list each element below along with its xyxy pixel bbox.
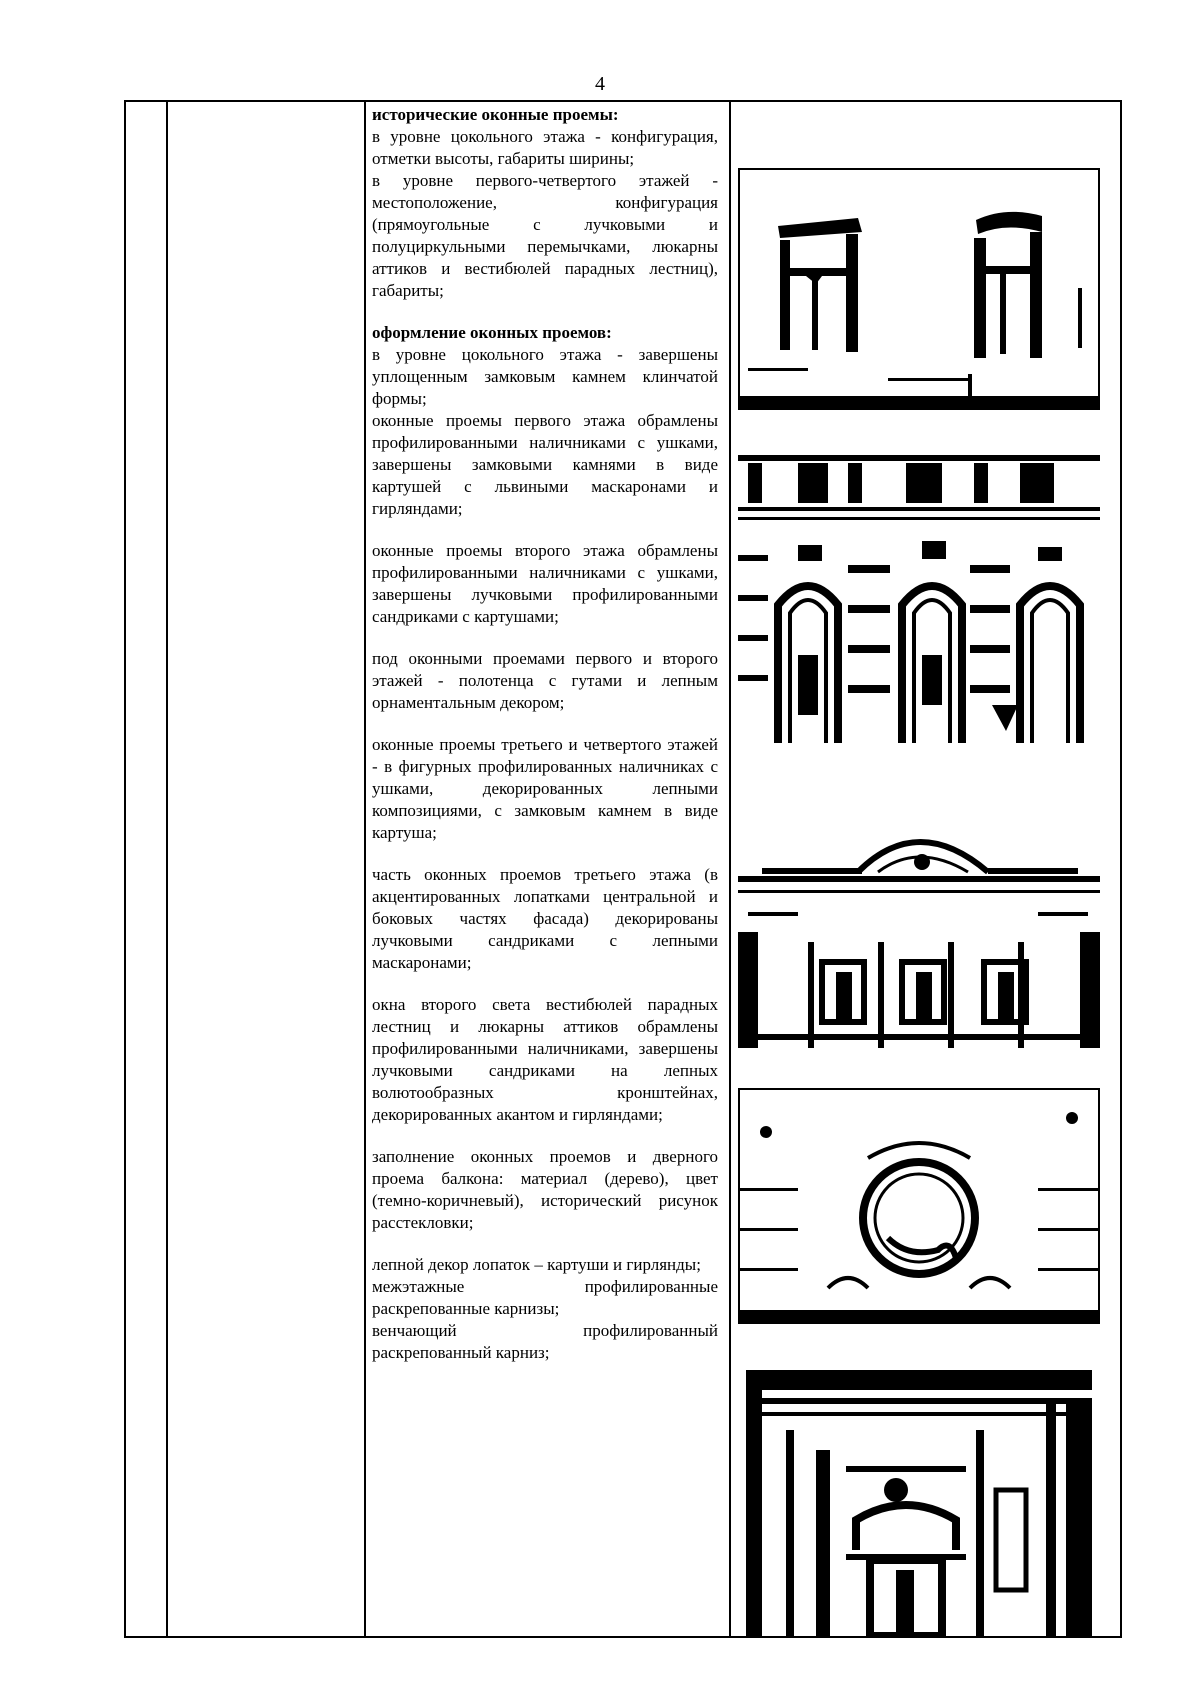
col-border-3 (364, 100, 366, 1638)
description-column (372, 104, 718, 1364)
photo-basement-windows (738, 168, 1100, 410)
col-border-4 (729, 100, 731, 1638)
photo-basement-windows-svg (738, 168, 1100, 410)
para-second-light-windows: окна второго света вестибюлей парадных лестниц и люкарны аттиков обрамлены профилированными наличниками, завершены лучковыми сандриками на лепных волютообразных кронштейнах, декорированных акантом и гирляндами; (372, 995, 718, 1124)
photo-first-floor-arched-windows-svg (738, 455, 1100, 743)
para-third-floor-sandriks: часть оконных проемов третьего этажа (в акцентированных лопатками центральной и боковых частях фасада) декорированы лучковыми сандриками с лепными маскаронами; (372, 865, 718, 972)
table-top-border (124, 100, 1122, 102)
photo-first-floor-arched-windows (738, 455, 1100, 743)
para-pilaster-decor: лепной декор лопаток – картуши и гирлянды; (372, 1255, 701, 1274)
photo-upper-floor-windows-attic (738, 812, 1100, 1048)
para-upper-openings: в уровне первого-четвертого этажей - местоположение, конфигурация (прямоугольные с лучковыми и полуциркульными перемычками, люкарны аттиков и вестибюлей парадных лестниц), габариты; (372, 171, 718, 300)
photo-cornice-and-balcony (746, 1370, 1092, 1636)
photo-round-dormer-window (738, 1088, 1100, 1324)
page-number: 4 (595, 73, 605, 95)
para-under-window-towels: под оконными проемами первого и второго этажей - полотенца с гутами и лепным орнаментальным декором; (372, 649, 718, 712)
photo-upper-floor-windows-attic-svg (738, 812, 1100, 1048)
photo-round-dormer-window-svg (738, 1088, 1100, 1324)
photo-cornice-and-balcony-svg (746, 1370, 1092, 1636)
para-second-floor-windows: оконные проемы второго этажа обрамлены профилированными наличниками с ушками, завершены лучковыми профилированными сандриками с картушами; (372, 541, 718, 626)
heading-historic-openings: исторические оконные проемы: (372, 105, 619, 124)
para-basement-keystone: в уровне цокольного этажа - завершены уплощенным замковым камнем клинчатой формы; (372, 345, 718, 408)
para-crowning-cornice: венчающий профилированный раскрепованный карниз; (372, 1321, 718, 1362)
heading-opening-decor: оформление оконных проемов: (372, 323, 612, 342)
para-third-fourth-floor-windows: оконные проемы третьего и четвертого этажей - в фигурных профилированных наличниках с ушками, декорированных лепными композициями, с замковым камнем в виде картуша; (372, 735, 718, 842)
para-window-filling: заполнение оконных проемов и дверного проема балкона: материал (дерево), цвет (темно-коричневый), исторический рисунок расстекловки; (372, 1147, 718, 1232)
col-border-2 (166, 100, 168, 1638)
para-interfloor-cornices: межэтажные профилированные раскрепованные карнизы; (372, 1277, 718, 1318)
para-first-floor-windows: оконные проемы первого этажа обрамлены профилированными наличниками с ушками, завершены замковыми камнями в виде картушей с львиными маскаронами и гирляндами; (372, 411, 718, 518)
col-border-5 (1120, 100, 1122, 1638)
table-bottom-border (124, 1636, 1122, 1638)
para-basement-openings: в уровне цокольного этажа - конфигурация, отметки высоты, габариты ширины; (372, 127, 718, 168)
col-border-1 (124, 100, 126, 1638)
